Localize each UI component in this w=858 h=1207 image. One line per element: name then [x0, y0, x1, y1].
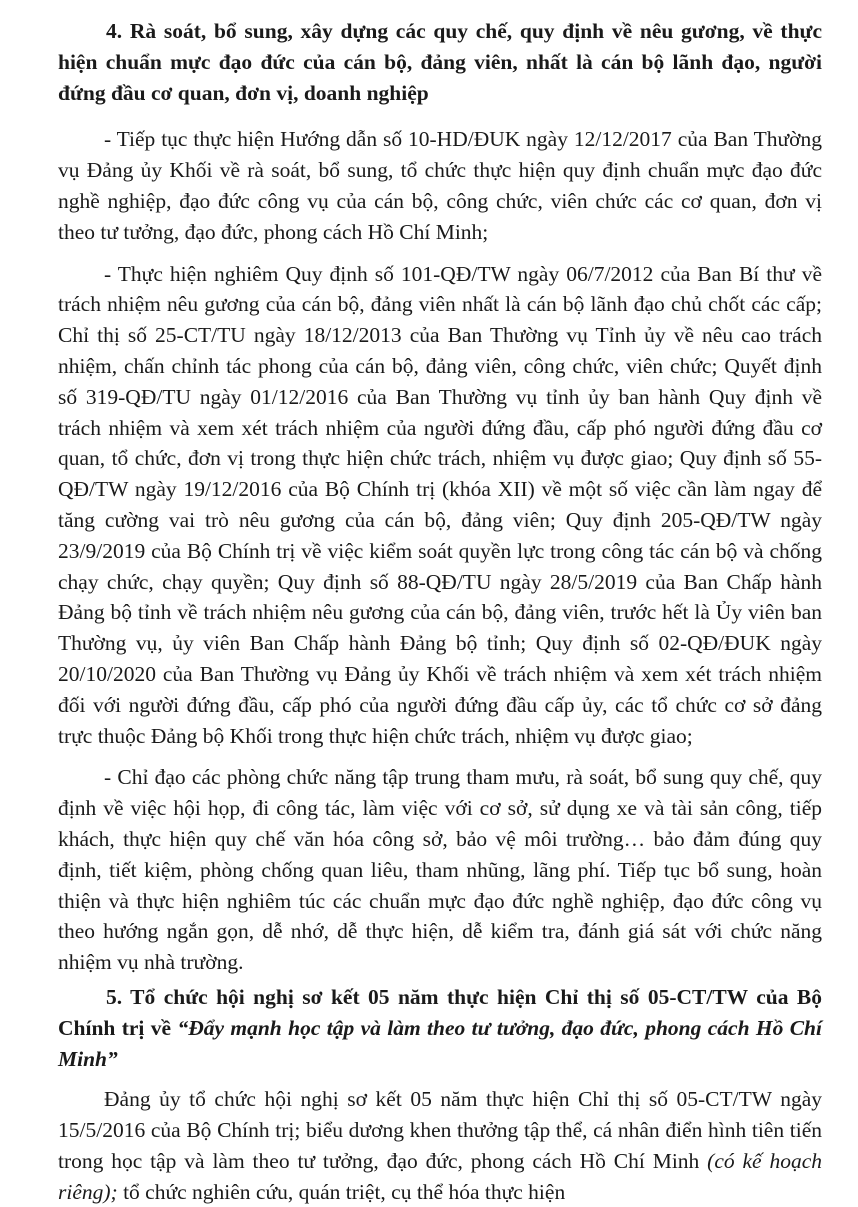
section-5-paragraph-1: [58, 1084, 822, 1207]
section-5-heading: [58, 982, 822, 1074]
section-4-paragraph-3: - Chỉ đạo các phòng chức năng tập trung tham mưu, rà soát, bổ sung quy chế, quy định về việc hội họp, đi công tác, làm việc với cơ sở, sử dụng xe và tài sản công, tiếp khách, thực hiện quy chế văn hóa công sở, bảo vệ môi trường… bảo đảm đúng quy định, tiết kiệm, phòng chống quan liêu, tham nhũng, lãng phí. Tiếp tục bổ sung, hoàn thiện và thực hiện nghiêm túc các chuẩn mực đạo đức nghề nghiệp, đạo đức công vụ theo hướng ngắn gọn, dễ nhớ, dễ thực hiện, dễ kiểm tra, đánh giá sát với chức năng nhiệm vụ nhà trường.: [58, 765, 822, 975]
section-5-paragraph-note: (có kế hoạch riêng);: [58, 1148, 822, 1204]
section-4-paragraph-2: - Thực hiện nghiêm Quy định số 101-QĐ/TW ngày 06/7/2012 của Ban Bí thư về trách nhiệm nêu gương của cán bộ, đảng viên nhất là cán bộ lãnh đạo chủ chốt các cấp; Chỉ thị số 25-CT/TU ngày 18/12/2013 của Ban Thường vụ Tỉnh ủy về nêu cao trách nhiệm, chấn chỉnh tác phong của cán bộ, đảng viên, công chức, viên chức; Quyết định số 319-QĐ/TU ngày 01/12/2016 của Ban Thường vụ tỉnh ủy ban hành Quy định về trách nhiệm và xem xét trách nhiệm của người đứng đầu, cấp phó người đứng đầu cơ quan, tổ chức, đơn vị trong thực hiện chức trách, nhiệm vụ được giao; Quy định số 55-QĐ/TW ngày 19/12/2016 của Bộ Chính trị (khóa XII) về một số việc cần làm ngay để tăng cường vai trò nêu gương của cán bộ, đảng viên; Quy định 205-QĐ/TW ngày 23/9/2019 của Bộ Chính trị về việc kiểm soát quyền lực trong công tác cán bộ và chống chạy chức, chạy quyền; Quy định số 88-QĐ/TU ngày 28/5/2019 của Ban Chấp hành Đảng bộ tỉnh về trách nhiệm nêu gương của cán bộ, đảng viên, trước hết là Ủy viên ban Thường vụ, ủy viên Ban Chấp hành Đảng bộ tỉnh; Quy định số 02-QĐ/ĐUK ngày 20/10/2020 của Ban Thường vụ Đảng ủy Khối về trách nhiệm và xem xét trách nhiệm đối với người đứng đầu, cấp phó của người đứng đầu cấp ủy, các tổ chức cơ sở đảng trực thuộc Đảng bộ Khối trong thực hiện chức trách, nhiệm vụ được giao;: [58, 261, 822, 748]
section-5-heading-quote: “Đẩy mạnh học tập và làm theo tư tưởng, đạo đức, phong cách Hồ Chí Minh”: [58, 1015, 822, 1071]
section-5-paragraph-text: Đảng ủy tổ chức hội nghị sơ kết 05 năm thực hiện Chỉ thị số 05-CT/TW ngày 15/5/2016 của Bộ Chính trị; biểu dương khen thưởng tập thể, cá nhân điển hình tiên tiến trong học tập và làm theo tư tưởng, đạo đức, phong cách Hồ Chí Minh: [58, 1087, 822, 1173]
section-4-paragraph-1: - Tiếp tục thực hiện Hướng dẫn số 10-HD/ĐUK ngày 12/12/2017 của Ban Thường vụ Đảng ủy Khối về rà soát, bổ sung, tổ chức thực hiện quy định chuẩn mực đạo đức nghề nghiệp, đạo đức công vụ của cán bộ, công chức, viên chức các cơ quan, đơn vị theo tư tưởng, đạo đức, phong cách Hồ Chí Minh;: [58, 127, 822, 244]
section-5-paragraph-continuation: tổ chức nghiên cứu, quán triệt, cụ thể hóa thực hiện: [117, 1179, 566, 1204]
section-5-heading-text: 5. Tổ chức hội nghị sơ kết 05 năm thực hiện Chỉ thị số 05-CT/TW của Bộ Chính trị về: [58, 984, 822, 1040]
document-page: [58, 16, 822, 1207]
section-4-heading: 4. Rà soát, bổ sung, xây dựng các quy chế, quy định về nêu gương, về thực hiện chuẩn mực đạo đức của cán bộ, đảng viên, nhất là cán bộ lãnh đạo, người đứng đầu cơ quan, đơn vị, doanh nghiệp: [58, 19, 822, 105]
